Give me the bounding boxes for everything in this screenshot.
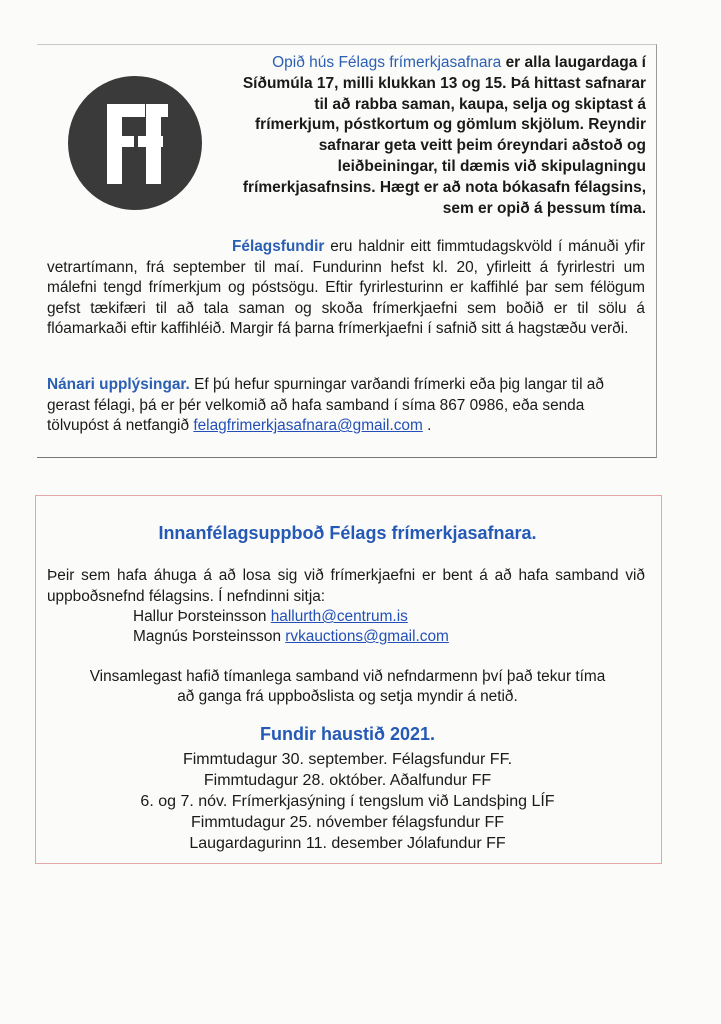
member-row [133, 627, 449, 648]
info-body: Ef þú hefur spurningar varðandi frímerki eða þig langar til að gerast félagi, þá er þér velkomið að hafa samband í síma 867 0986, eða senda tölvupóst á netfangið [47, 376, 604, 435]
member-name: Hallur Þorsteinsson [133, 608, 267, 625]
schedule-item: Fimmtudagur 30. september. Félagsfundur FF. [182, 751, 513, 768]
member-email-link[interactable]: hallurth@centrum.is [270, 608, 408, 625]
info-lead: Nánari upplýsingar. [47, 376, 190, 393]
member-email-link[interactable]: rvkauctions@gmail.com [285, 628, 449, 645]
meetings-paragraph [47, 237, 645, 340]
info-paragraph [47, 375, 645, 437]
member-name: Magnús Þorsteinsson [133, 628, 281, 645]
ff-logo [68, 76, 202, 210]
email-link[interactable]: felagfrimerkjasafnara@gmail.com [193, 417, 423, 435]
schedule-item: Fimmtudagur 25. nóvember félagsfundur FF [190, 814, 505, 831]
auction-title: Innanfélagsuppboð Félags frímerkjasafnara. [158, 523, 537, 543]
member-row [133, 607, 408, 628]
meetings-lead: Félagsfundir [232, 238, 325, 255]
schedule-item: Laugardagurinn 11. desember Jólafundur FF [189, 835, 506, 852]
intro-body: er alla laugardaga í Síðumúla 17, milli klukkan 13 og 15. Þá hittast safnarar til að rabba saman, kaupa, selja og skiptast á frímerkjum, póstkortum og gömlum skjölum. Reyndir safnarar geta veitt þeim óreyndari aðstoð og leiðbeiningar, til dæmis við skipulagningu frímerkjasafnsins. Hægt er að nota bókasafn félagsins, sem er opið á þessum tíma. [242, 54, 646, 217]
schedule-item: Fimmtudagur 28. október. Aðalfundur FF [203, 772, 492, 789]
intro-lead: Opið hús Félags frímerkjasafnara [272, 54, 502, 71]
auction-paragraph [47, 566, 645, 607]
auction-body: Þeir sem hafa áhuga á að losa sig við frímerkjaefni er bent á að hafa samband við uppboðsnefnd félagsins. Í nefndinni sitja: [47, 567, 645, 605]
schedule-title: Fundir haustið 2021. [259, 724, 436, 744]
meetings-body: eru haldnir eitt fimmtudagskvöld í mánuði yfir vetrartímann, frá september til maí. Fundurinn hefst kl. 20, yfirleitt á fyrirlestri um málefni tengd frímerkjum og póstsögu. Eftir fyrirlesturinn er kaffihlé þar sem félögum gefst tækifæri til að tala saman og skoða frímerkjaefni sem boðið er til sölu á flóamarkaði eftir kaffihléið. Margir fá þarna frímerkjaefni í safnið sitt á hagstæðu verði. [47, 238, 645, 338]
ff-monogram-icon [68, 76, 202, 210]
info-tail: . [422, 417, 432, 435]
intro-paragraph [233, 53, 646, 219]
auction-note-line: Vinsamlegast hafið tímanlega samband við nefndarmenn því það tekur tíma [89, 668, 606, 685]
auction-note-line: að ganga frá uppboðslista og setja myndir á netið. [177, 688, 518, 705]
schedule-item: 6. og 7. nóv. Frímerkjasýning í tengslum við Landsþing LÍF [140, 793, 555, 810]
